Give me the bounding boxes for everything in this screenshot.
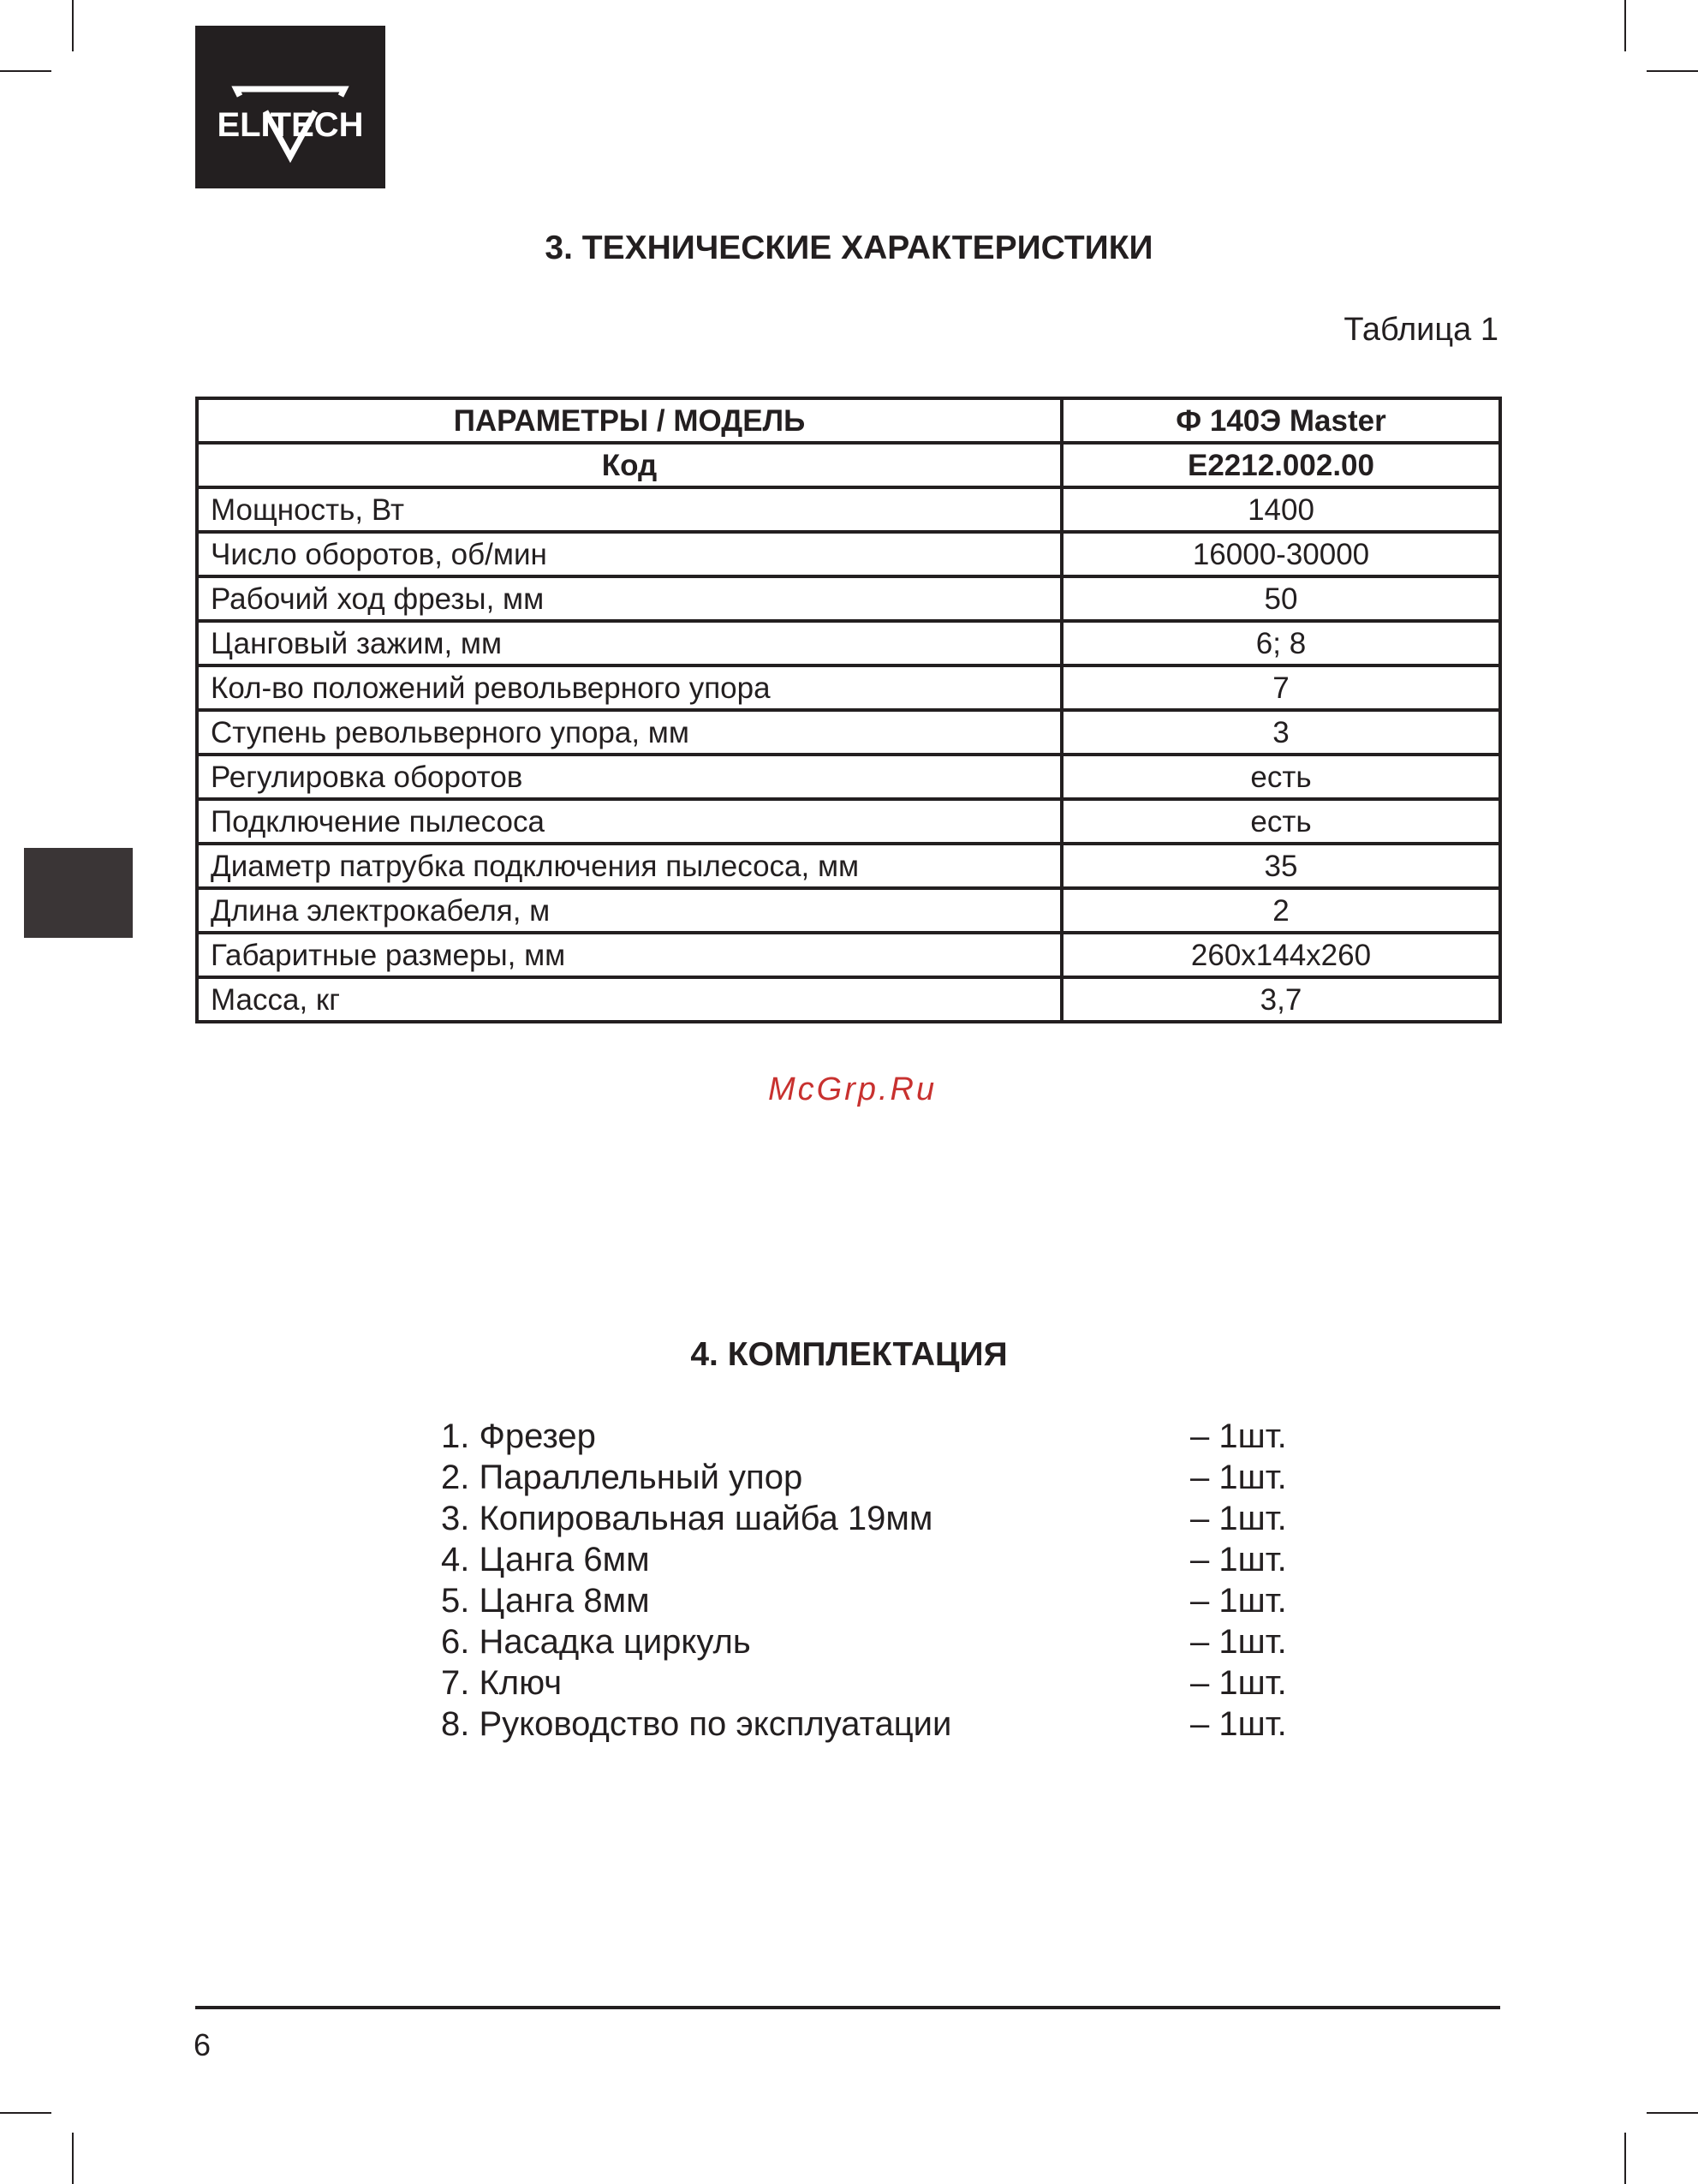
page-number: 6 xyxy=(194,2027,212,2062)
table-label: Таблица 1 xyxy=(1344,312,1498,348)
table-row xyxy=(197,576,1500,621)
table-row xyxy=(197,755,1500,799)
list-item xyxy=(441,1580,1297,1621)
param-cell: Ступень револьверного упора, мм xyxy=(197,710,1062,755)
param-cell: Цанговый зажим, мм xyxy=(197,621,1062,665)
table-row xyxy=(197,888,1500,933)
kit-item-qty: – 1шт. xyxy=(1190,1459,1287,1496)
list-item xyxy=(441,1457,1297,1498)
param-cell: Габаритные размеры, мм xyxy=(197,933,1062,977)
value-cell: 6; 8 xyxy=(1062,621,1500,665)
param-cell: Регулировка оборотов xyxy=(197,755,1062,799)
kit-item-qty: – 1шт. xyxy=(1190,1582,1287,1620)
kit-item-qty: – 1шт. xyxy=(1190,1500,1287,1537)
crop-mark xyxy=(1624,0,1626,51)
table-row xyxy=(197,487,1500,532)
value-cell: 50 xyxy=(1062,576,1500,621)
crop-mark xyxy=(72,0,74,51)
kit-item-name: 8. Руководство по эксплуатации xyxy=(441,1705,952,1743)
value-cell: есть xyxy=(1062,755,1500,799)
kit-list xyxy=(441,1416,1297,1745)
kit-item-qty: – 1шт. xyxy=(1190,1664,1287,1702)
param-cell: Масса, кг xyxy=(197,977,1062,1022)
kit-item-qty: – 1шт. xyxy=(1190,1541,1287,1578)
list-item xyxy=(441,1662,1297,1704)
table-row xyxy=(197,665,1500,710)
param-cell: Число оборотов, об/мин xyxy=(197,532,1062,576)
kit-item-name: 2. Параллельный упор xyxy=(441,1459,803,1496)
value-cell: 16000-30000 xyxy=(1062,532,1500,576)
logo-text: ELITECH xyxy=(217,106,364,144)
table-header-row xyxy=(197,398,1500,443)
kit-item-name: 1. Фрезер xyxy=(441,1417,596,1455)
param-cell: Мощность, Вт xyxy=(197,487,1062,532)
elitech-logo xyxy=(195,26,385,188)
kit-item-qty: – 1шт. xyxy=(1190,1705,1287,1743)
footer-rule xyxy=(195,2006,1500,2009)
table-code-row xyxy=(197,443,1500,487)
kit-item-name: 6. Насадка циркуль xyxy=(441,1623,751,1661)
section-title-specs: 3. ТЕХНИЧЕСКИЕ ХАРАКТЕРИСТИКИ xyxy=(545,230,1153,266)
value-cell: 7 xyxy=(1062,665,1500,710)
section-tab-marker xyxy=(24,848,133,938)
param-cell: Диаметр патрубка подключения пылесоса, мм xyxy=(197,844,1062,888)
watermark: McGrp.Ru xyxy=(768,1071,938,1107)
list-item xyxy=(441,1498,1297,1539)
elitech-logo-mark xyxy=(195,26,385,188)
table-row xyxy=(197,977,1500,1022)
param-cell: Подключение пылесоса xyxy=(197,799,1062,844)
table-row xyxy=(197,799,1500,844)
table-row xyxy=(197,621,1500,665)
kit-item-name: 4. Цанга 6мм xyxy=(441,1541,650,1578)
specs-table xyxy=(195,397,1502,1023)
kit-item-qty: – 1шт. xyxy=(1190,1417,1287,1455)
value-cell: 2 xyxy=(1062,888,1500,933)
list-item xyxy=(441,1539,1297,1580)
value-cell: 1400 xyxy=(1062,487,1500,532)
param-cell: Длина электрокабеля, м xyxy=(197,888,1062,933)
param-cell: Кол-во положений револьверного упора xyxy=(197,665,1062,710)
kit-item-qty: – 1шт. xyxy=(1190,1623,1287,1661)
table-row xyxy=(197,710,1500,755)
crop-mark xyxy=(0,2112,51,2114)
crop-mark xyxy=(72,2133,74,2184)
crop-mark xyxy=(0,70,51,72)
crop-mark xyxy=(1647,2112,1698,2114)
code-value: E2212.002.00 xyxy=(1062,443,1500,487)
table-row xyxy=(197,933,1500,977)
kit-item-name: 5. Цанга 8мм xyxy=(441,1582,650,1620)
section-title-kit: 4. КОМПЛЕКТАЦИЯ xyxy=(690,1336,1008,1373)
value-cell: 260х144х260 xyxy=(1062,933,1500,977)
list-item xyxy=(441,1416,1297,1457)
value-cell: есть xyxy=(1062,799,1500,844)
code-label: Код xyxy=(197,443,1062,487)
value-cell: 3,7 xyxy=(1062,977,1500,1022)
list-item xyxy=(441,1621,1297,1662)
kit-item-name: 3. Копировальная шайба 19мм xyxy=(441,1500,933,1537)
kit-item-name: 7. Ключ xyxy=(441,1664,563,1702)
header-param: ПАРАМЕТРЫ / МОДЕЛЬ xyxy=(197,398,1062,443)
param-cell: Рабочий ход фрезы, мм xyxy=(197,576,1062,621)
value-cell: 35 xyxy=(1062,844,1500,888)
table-row xyxy=(197,532,1500,576)
header-model: Ф 140Э Master xyxy=(1062,398,1500,443)
value-cell: 3 xyxy=(1062,710,1500,755)
crop-mark xyxy=(1647,70,1698,72)
table-row xyxy=(197,844,1500,888)
crop-mark xyxy=(1624,2133,1626,2184)
list-item xyxy=(441,1704,1297,1745)
